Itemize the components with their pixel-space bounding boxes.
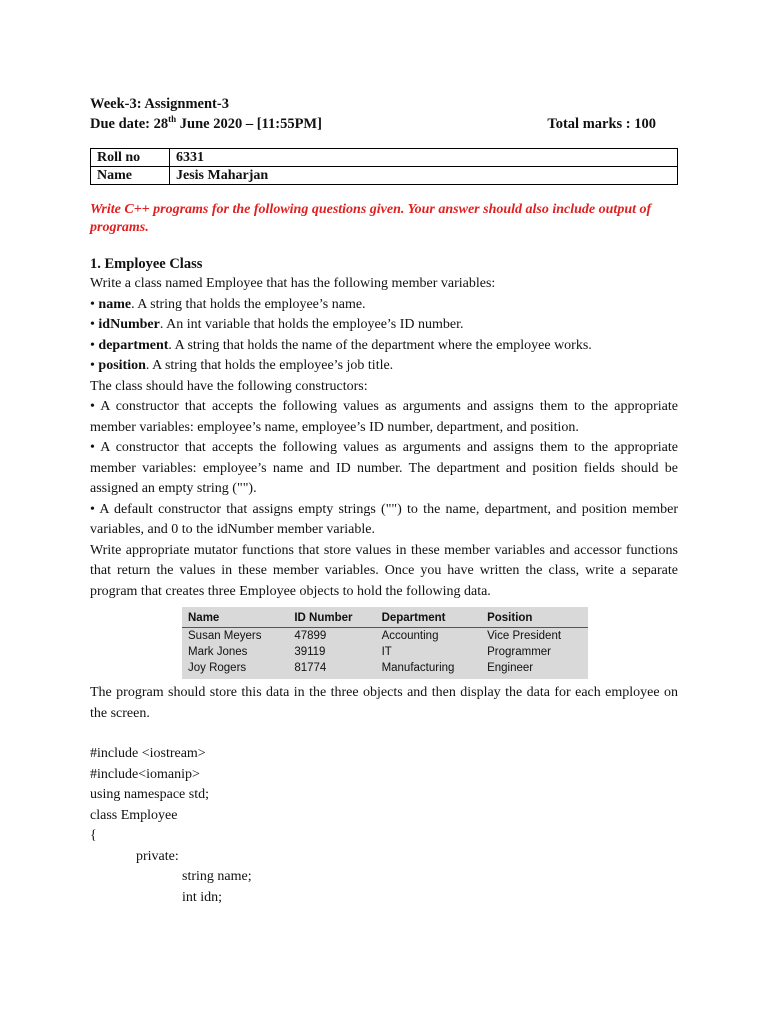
- column-header: Name: [182, 611, 288, 628]
- code-line: using namespace std;: [90, 787, 209, 802]
- name-value: Jesis Maharjan: [170, 167, 678, 185]
- due-date: Due date: 28th June 2020 – [11:55PM]: [90, 114, 322, 132]
- constructor-intro: The class should have the following constructors:: [90, 378, 368, 394]
- table-row: [182, 644, 588, 660]
- constructor-item: • A constructor that accepts the following values as arguments and assigns them to the appropriate member variables: employee’s name and ID number. The department and position fields should be assigned an empty string ("").: [90, 440, 678, 496]
- mutator-paragraph: Write appropriate mutator functions that store values in these member variables and accessor functions that return the values in these member variables. Once you have written the class, write a separate program that creates three Employee objects to hold the following data.: [90, 542, 678, 599]
- code-line: string name;: [182, 869, 252, 884]
- student-info-table: [90, 148, 678, 185]
- table-cell: 39119: [294, 646, 326, 658]
- table-cell: Accounting: [381, 630, 439, 642]
- constructor-item: • A default constructor that assigns empty strings ("") to the name, department, and position member variables, and 0 to the idNumber member variable.: [90, 501, 678, 537]
- table-header-row: [182, 611, 588, 628]
- document-page: [90, 94, 678, 908]
- table-cell: Engineer: [487, 662, 534, 674]
- table-row: [91, 149, 678, 167]
- column-header: Position: [481, 611, 588, 628]
- code-line: int idn;: [182, 889, 223, 905]
- table-cell: Programmer: [487, 646, 551, 658]
- instruction-text: Write C++ programs for the following questions given. Your answer should also include output of programs.: [90, 202, 652, 235]
- table-row: [182, 628, 588, 645]
- member-item: • position. A string that holds the employee’s job title.: [90, 358, 394, 373]
- code-line: #include<iomanip>: [90, 766, 200, 782]
- table-cell: 81774: [294, 662, 327, 674]
- roll-no-label: Roll no: [91, 149, 170, 167]
- code-line: {: [90, 828, 97, 843]
- table-row: [182, 660, 588, 676]
- after-table-paragraph: The program should store this data in the three objects and then display the data for each employee on the screen.: [90, 685, 678, 721]
- assignment-title: Week-3: Assignment-3: [90, 96, 229, 112]
- table-cell: Manufacturing: [381, 662, 455, 674]
- name-label: Name: [91, 167, 170, 185]
- table-cell: Joy Rogers: [188, 662, 247, 674]
- question-intro: Write a class named Employee that has the following member variables:: [90, 276, 496, 291]
- constructor-item: • A constructor that accepts the following values as arguments and assigns them to the appropriate member variables: employee’s name, employee’s ID number, department, and position.: [90, 399, 678, 435]
- table-cell: IT: [381, 646, 392, 658]
- table-cell: Mark Jones: [188, 646, 248, 658]
- code-line: #include <iostream>: [90, 746, 206, 761]
- code-line: class Employee: [90, 807, 178, 823]
- member-item: • idNumber. An int variable that holds the employee’s ID number.: [90, 317, 464, 332]
- due-date-row: [90, 114, 678, 134]
- column-header: Department: [376, 611, 482, 628]
- table-cell: Susan Meyers: [188, 630, 262, 642]
- member-item: • name. A string that holds the employee’s name.: [90, 296, 366, 312]
- question-title: 1. Employee Class: [90, 256, 203, 272]
- column-header: ID Number: [288, 611, 375, 628]
- table-cell: Vice President: [487, 630, 562, 642]
- table-cell: 47899: [294, 630, 327, 642]
- roll-no-value: 6331: [170, 149, 678, 167]
- member-item: • department. A string that holds the name of the department where the employee works.: [90, 337, 592, 353]
- table-row: [91, 167, 678, 185]
- code-block: [90, 744, 678, 908]
- code-line: private:: [136, 848, 179, 864]
- employee-data-table-wrap: [182, 607, 588, 679]
- total-marks: Total marks : 100: [547, 116, 656, 132]
- employee-data-table: [182, 611, 588, 676]
